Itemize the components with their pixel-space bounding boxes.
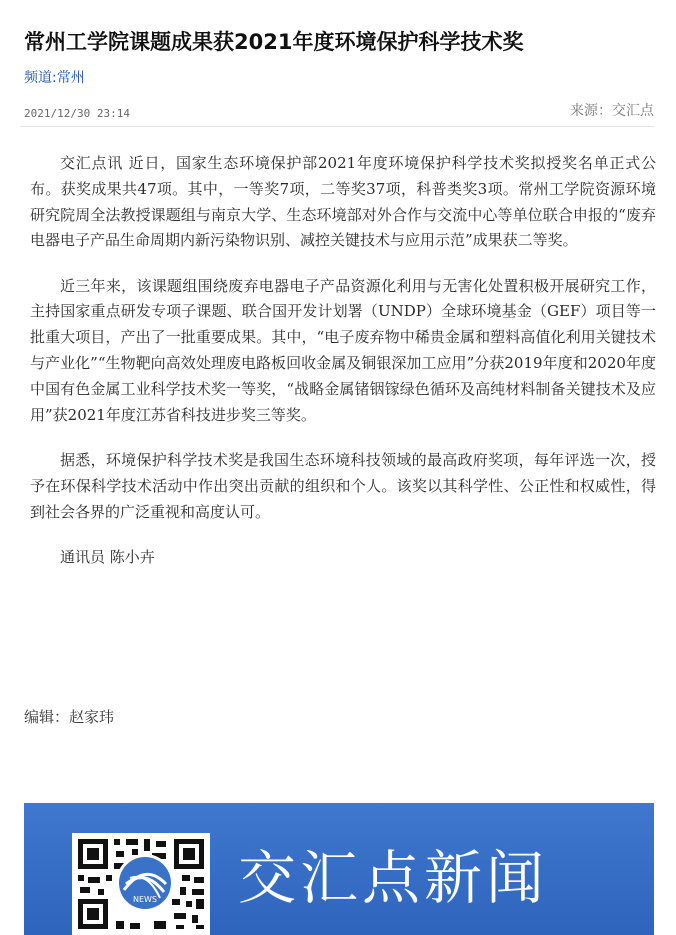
jiaohuidian-logo-icon	[116, 854, 174, 912]
publish-date: 2021/12/30 23:14	[24, 107, 130, 120]
article-source: 来源：交汇点	[570, 103, 654, 119]
page-title: 常州工学院课题成果获2021年度环境保护科学技术奖	[24, 30, 524, 55]
logo-news-label: NEWS	[132, 895, 158, 904]
editor-credit: 编辑：赵家玮	[24, 708, 115, 726]
app-download-banner[interactable]	[24, 803, 654, 935]
paragraph-2: 近三年来，该课题组围绕废弃电器电子产品资源化利用与无害化处置积极开展研究工作，主持国家重点研发专项子课题、联合国开发计划署（UNDP）全球环境基金（GEF）项目等一批重大项目，产出了一批重要成果。其中，“电子废弃物中稀贵金属和塑料高值化利用关键技术与产业化”“生物靶向高效处理废电路板回收金属及铜银深加工应用”分获2019年度和2020年度中国有色金属工业科学技术奖一等奖，“战略金属锗铟镓绿色循环及高纯材料制备关键技术及应用”获2021年度江苏省科技进步奖三等奖。	[30, 276, 656, 424]
channel-link[interactable]: 频道:常州	[24, 70, 85, 86]
article-body	[30, 151, 656, 590]
correspondent-signature: 通讯员 陈小卉	[60, 547, 155, 566]
paragraph-3: 据悉，环境保护科学技术奖是我国生态环境科技领域的最高政府奖项，每年评选一次，授予在环保科学技术活动中作出突出贡献的组织和个人。该奖以其科学性、公正性和权威性，得到社会各界的广泛重视和高度认可。	[30, 450, 656, 521]
meta-divider	[20, 126, 654, 127]
paragraph-1: 交汇点讯 近日，国家生态环境保护部2021年度环境保护科学技术奖拟授奖名单正式公布。获奖成果共47项。其中，一等奖7项，二等奖37项，科普类奖3项。常州工学院资源环境研究院周全法教授课题组与南京大学、生态环境部对外合作与交流中心等单位联合申报的“废弃电器电子产品生命周期内新污染物识别、减控关键技术与应用示范”成果获二等奖。	[30, 154, 656, 250]
banner-brand-text: 交汇点新闻	[238, 844, 549, 912]
